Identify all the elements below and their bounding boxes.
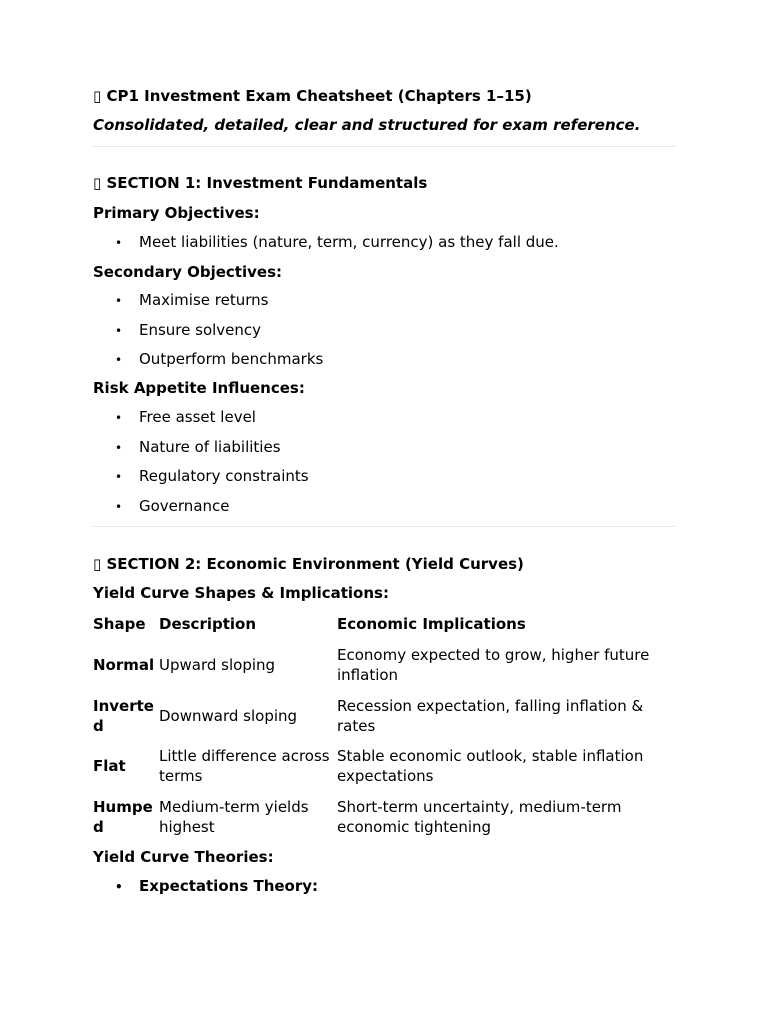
document-subtitle: Consolidated, detailed, clear and structured for exam reference. bbox=[93, 116, 641, 134]
list-item: • Regulatory constraints bbox=[115, 467, 309, 485]
table-cell: Flat bbox=[93, 757, 126, 775]
list-item: • Outperform benchmarks bbox=[115, 350, 324, 368]
table-header-cell: Shape bbox=[93, 615, 146, 633]
bullet-icon: • bbox=[115, 441, 123, 455]
table-cell: Little difference across terms bbox=[159, 747, 330, 785]
bullet-icon: • bbox=[115, 470, 123, 484]
table-cell: Economy expected to grow, higher future inflation bbox=[337, 646, 650, 684]
table-cell: Normal bbox=[93, 656, 155, 674]
list-item: • Maximise returns bbox=[115, 291, 269, 309]
section-2-heading: ▯ SECTION 2: Economic Environment (Yield Curves) bbox=[93, 555, 524, 573]
table-cell: Humpe d bbox=[93, 798, 153, 836]
table-cell: Short-term uncertainty, medium-term economic tightening bbox=[337, 798, 622, 836]
yield-curve-table-heading: Yield Curve Shapes & Implications: bbox=[93, 584, 389, 602]
table-header-row bbox=[93, 612, 676, 636]
bullet-icon: • bbox=[115, 294, 123, 308]
list-item: • Nature of liabilities bbox=[115, 438, 281, 456]
table-cell: Inverte d bbox=[93, 697, 154, 735]
bullet-icon: • bbox=[115, 324, 123, 338]
list-item: • Free asset level bbox=[115, 408, 256, 426]
list-item: • Meet liabilities (nature, term, currency) as they fall due. bbox=[115, 233, 559, 251]
bullet-icon: • bbox=[115, 353, 123, 367]
bullet-icon: • bbox=[115, 411, 123, 425]
divider bbox=[93, 526, 676, 527]
table-row bbox=[93, 746, 676, 786]
document-title: ▯ CP1 Investment Exam Cheatsheet (Chapters 1–15) bbox=[93, 87, 532, 105]
table-row bbox=[93, 797, 676, 837]
yield-curve-theories-heading: Yield Curve Theories: bbox=[93, 848, 274, 866]
list-item: • Ensure solvency bbox=[115, 321, 262, 339]
table-header-cell: Description bbox=[159, 615, 257, 633]
table-cell: Downward sloping bbox=[159, 707, 298, 725]
divider bbox=[93, 146, 676, 147]
table-cell: Upward sloping bbox=[159, 656, 276, 674]
list-item: • Governance bbox=[115, 497, 230, 515]
secondary-objectives-heading: Secondary Objectives: bbox=[93, 263, 282, 281]
table-cell: Medium-term yields highest bbox=[159, 798, 309, 836]
table-cell: Recession expectation, falling inflation & rates bbox=[337, 697, 644, 735]
table-row bbox=[93, 696, 676, 736]
bullet-icon: • bbox=[115, 880, 123, 894]
section-1-heading: ▯ SECTION 1: Investment Fundamentals bbox=[93, 174, 428, 192]
table-row bbox=[93, 645, 676, 685]
risk-appetite-heading: Risk Appetite Influences: bbox=[93, 379, 305, 397]
bullet-icon: • bbox=[115, 500, 123, 514]
table-cell: Stable economic outlook, stable inflation expectations bbox=[337, 747, 644, 785]
list-item: • Expectations Theory: bbox=[115, 877, 319, 895]
bullet-icon: • bbox=[115, 236, 123, 250]
primary-objectives-heading: Primary Objectives: bbox=[93, 204, 260, 222]
table-header-cell: Economic Implications bbox=[337, 615, 526, 633]
